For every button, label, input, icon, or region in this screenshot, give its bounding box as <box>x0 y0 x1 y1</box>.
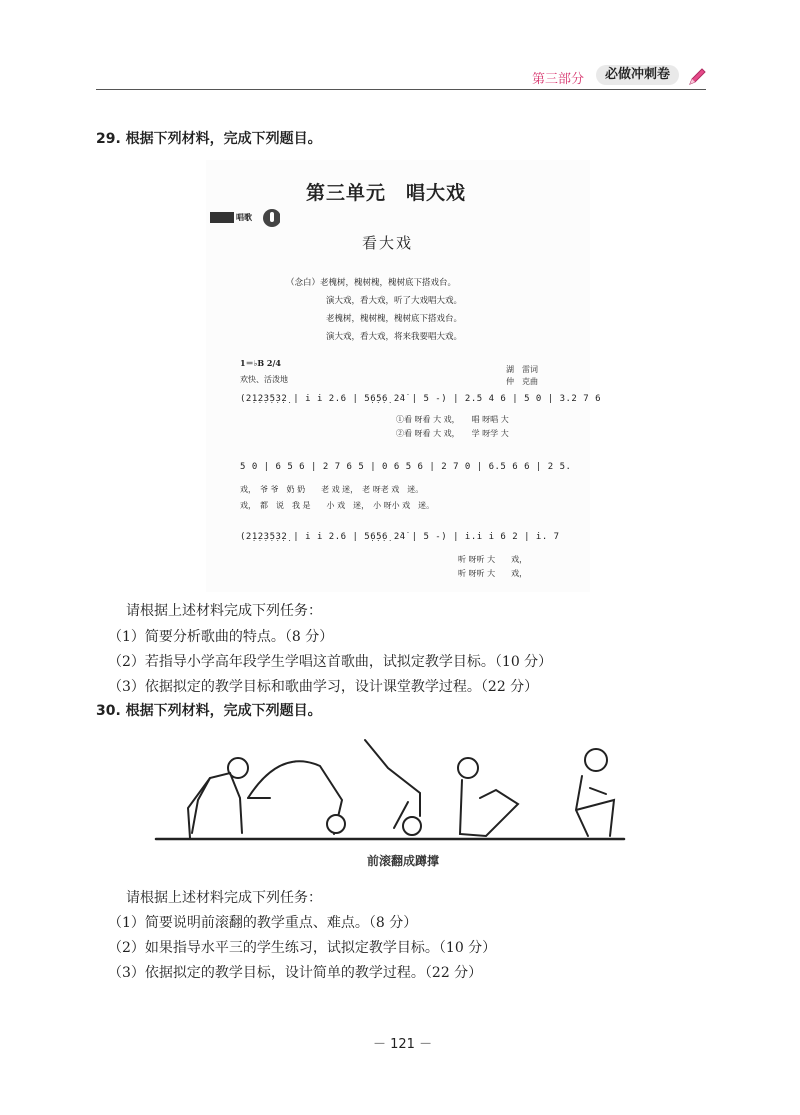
recite-line: 老槐树，槐树槐，槐树底下搭戏台。 <box>326 314 463 324</box>
music-score-image <box>206 160 602 592</box>
task-intro: 请根据上述材料完成下列任务： <box>126 603 322 619</box>
lyricist-credit: 湖 雷词 <box>506 365 538 374</box>
song-title: 看大戏 <box>362 234 414 252</box>
recite-line: 演大戏，看大戏，将来我要唱大戏。 <box>326 332 463 342</box>
task-item: （3）依据拟定的教学目标和歌曲学习，设计课堂教学过程。（22 分） <box>108 679 539 695</box>
notation-row: 5 0 | 6 5 6 | 2 7 6 5 | 0 6 5 6 | 2 7 0 | 6.5 6 6 | 2 5. <box>240 462 572 472</box>
task-item: （2）若指导小学高年段学生学唱这首歌曲，试拟定教学目标。（10 分） <box>108 654 553 670</box>
notation-row: (2̣1̣2̣3̣5̣3̣2̣ | i i 2.6 | 5̣6̣5̣6̣ 2̇4̇ | 5 -) | 2.5 4 6 | 5 0 | 3.2 7 6 <box>240 394 602 404</box>
key-signature: 1＝♭B 2/4 <box>240 358 281 368</box>
question-29-title: 29. 根据下列材料，完成下列题目。 <box>96 131 322 147</box>
pencil-icon <box>686 66 708 88</box>
task-item: （3）依据拟定的教学目标，设计简单的教学过程。（22 分） <box>108 965 483 981</box>
lyric-line: ②看 呀看 大 戏， 学 呀学 大 <box>396 429 509 438</box>
task-item: （1）简要分析歌曲的特点。（8 分） <box>108 629 334 645</box>
lyric-line: ①看 呀看 大 戏， 唱 呀唱 大 <box>396 415 509 424</box>
header-rule <box>96 89 706 90</box>
unit-title: 第三单元 唱大戏 <box>306 182 467 204</box>
lyric-line: 听 呀听 大 戏， <box>458 555 528 564</box>
notation-row: (2̣1̣2̣3̣5̣3̣2̣ | i i 2.6 | 5̣6̣5̣6̣ 2̇4̇ | 5 -) | i.i i 6 2 | i. 7 <box>240 532 560 542</box>
page-number: － 121 － <box>373 1037 433 1052</box>
header-book-badge: 必做冲刺卷 <box>596 65 679 85</box>
header-section-label: 第三部分 <box>532 72 585 87</box>
recite-line: 演大戏，看大戏，听了大戏唱大戏。 <box>326 296 463 306</box>
task-item: （2）如果指导水平三的学生练习，试拟定教学目标。（10 分） <box>108 940 497 956</box>
composer-credit: 仲 克曲 <box>506 377 538 386</box>
question-30-title: 30. 根据下列材料，完成下列题目。 <box>96 703 322 719</box>
sing-tag-label: 唱歌 <box>236 212 252 222</box>
lyric-line: 戏， 都 说 我 是 小 戏 迷， 小 呀小 戏 迷。 <box>240 501 435 510</box>
task-intro: 请根据上述材料完成下列任务： <box>126 890 322 906</box>
tempo-marking: 欢快、活泼地 <box>240 375 288 384</box>
figure-caption: 前滚翻成蹲撑 <box>367 854 440 868</box>
recite-line: （念白）老槐树，槐树槐，槐树底下搭戏台。 <box>286 278 457 288</box>
lyric-line: 听 呀听 大 戏， <box>458 569 528 578</box>
task-item: （1）简要说明前滚翻的教学重点、难点。（8 分） <box>108 915 418 931</box>
lyric-line: 戏， 爷 爷 奶 奶 老 戏 迷， 老 呀老 戏 迷。 <box>240 485 424 494</box>
